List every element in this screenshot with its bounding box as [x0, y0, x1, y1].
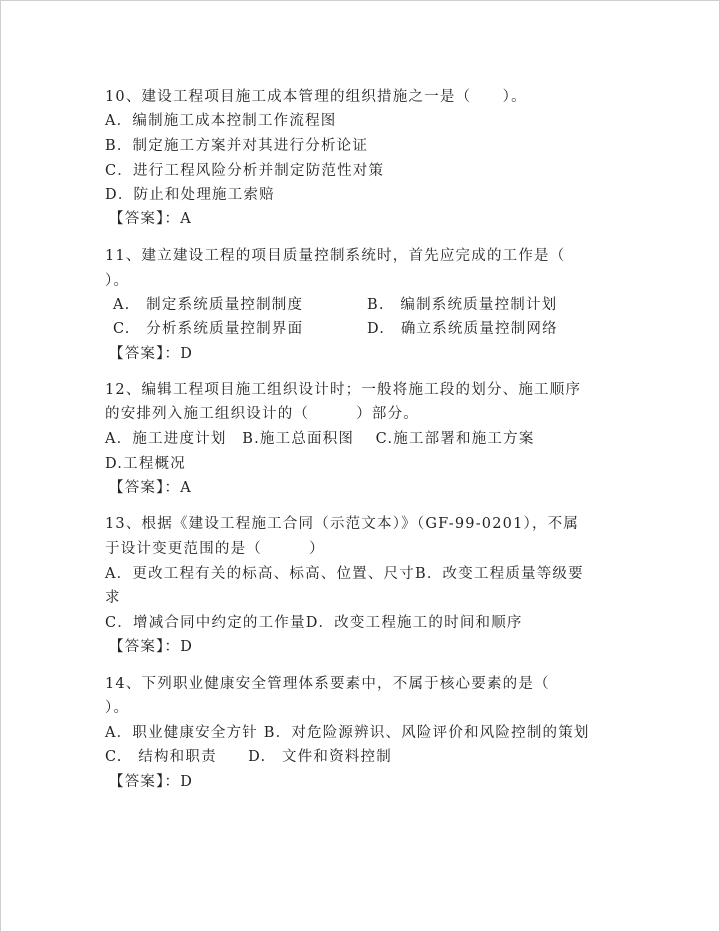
question-13-options-ab: A．更改工程有关的标高、标高、位置、尺寸B．改变工程质量等级要	[105, 566, 584, 582]
question-12-options-abc: A．施工进度计划 B.施工总面积图 C.施工部署和施工方案	[105, 431, 535, 447]
question-13-answer: 【答案】：D	[109, 639, 194, 655]
question-14-answer: 【答案】：D	[109, 774, 194, 790]
question-12-answer: 【答案】：A	[109, 480, 192, 496]
question-11-option-d: D. 确立系统质量控制网络	[367, 321, 558, 337]
question-14-options-cd: C. 结构和职责 D. 文件和资料控制	[105, 749, 392, 765]
question-14-stem-cont: ）。	[105, 700, 130, 716]
question-10-option-c: C．进行工程风险分析并制定防范性对策	[105, 163, 385, 179]
question-12-stem-cont: 的安排列入施工组织设计的（ ）部分。	[105, 406, 419, 422]
question-11-options-row-1	[113, 295, 558, 315]
question-10-stem: 10、建设工程项目施工成本管理的组织措施之一是（ ）。	[105, 89, 527, 105]
question-11-stem-cont: ）。	[105, 273, 130, 289]
question-14-options-ab: A．职业健康安全方针 B．对危险源辨识、风险评价和风险控制的策划	[105, 725, 590, 741]
question-12-option-d: D.工程概况	[105, 456, 186, 472]
question-13-stem-cont: 于设计变更范围的是（ ）	[105, 541, 325, 557]
question-11-stem: 11、建立建设工程的项目质量控制系统时，首先应完成的工作是（	[105, 248, 566, 264]
question-13-options-ab-cont: 求	[105, 590, 121, 606]
question-10-option-a: A．编制施工成本控制工作流程图	[105, 113, 337, 129]
question-10-option-d: D．防止和处理施工索赔	[105, 187, 275, 203]
question-11-option-b: B. 编制系统质量控制计划	[367, 297, 558, 313]
question-11-options-row-2	[113, 319, 558, 339]
question-12-stem: 12、编辑工程项目施工组织设计时；一般将施工段的划分、施工顺序	[105, 382, 582, 398]
question-11-option-c: C. 分析系统质量控制界面	[113, 321, 304, 337]
question-14-stem: 14、下列职业健康安全管理体系要素中，不属于核心要素的是（	[105, 676, 550, 692]
question-10-option-b: B．制定施工方案并对其进行分析论证	[105, 138, 369, 154]
question-10-answer: 【答案】：A	[109, 211, 192, 227]
question-11-answer: 【答案】：D	[109, 346, 194, 362]
question-11-option-a: A. 制定系统质量控制制度	[113, 297, 304, 313]
question-13-options-cd: C．增减合同中约定的工作量D．改变工程施工的时间和顺序	[105, 615, 523, 631]
question-13-stem: 13、根据《建设工程施工合同（示范文本）》（GF-99-0201），不属	[105, 516, 580, 532]
